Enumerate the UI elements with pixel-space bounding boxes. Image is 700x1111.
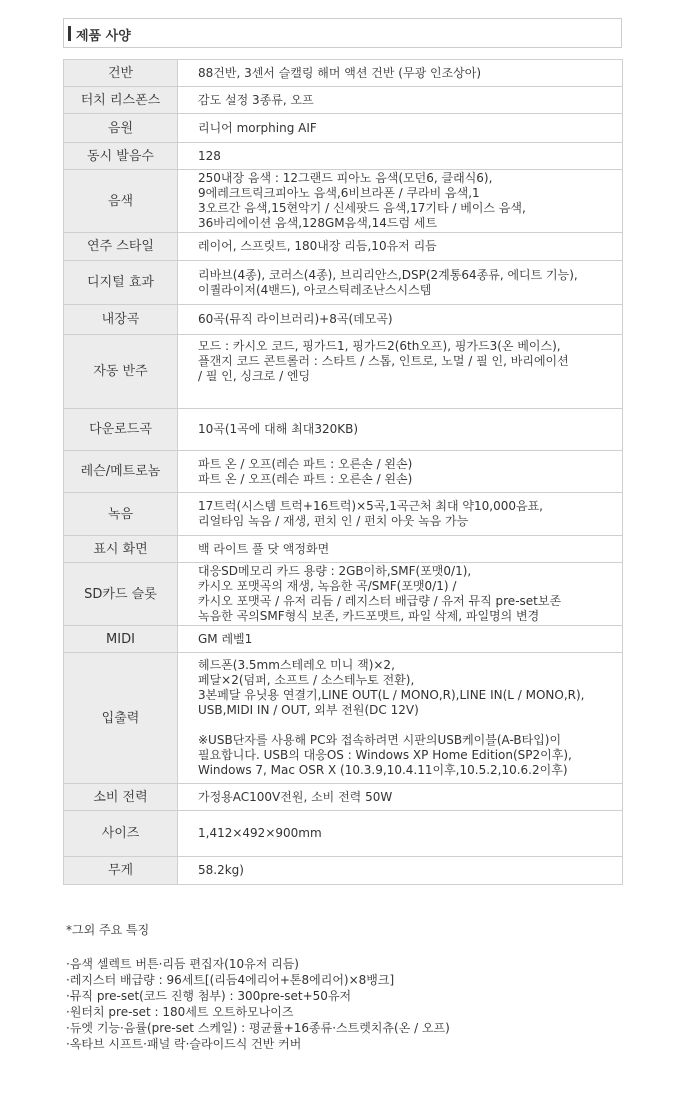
spec-row — [64, 87, 623, 114]
spec-row — [64, 563, 623, 626]
spec-line: 백 라이트 풀 닷 액정화면 — [198, 541, 330, 556]
spec-line: 리얼타임 녹음 / 재생, 펀치 인 / 펀치 아웃 녹음 가능 — [198, 514, 469, 528]
spec-line: 3오르간 음색,15현악기 / 신세팟드 음색,17기타 / 베이스 음색, — [198, 201, 526, 215]
spec-line: 9에레크트릭크피아노 음색,6비브라폰 / 쿠라비 음색,1 — [198, 186, 480, 200]
spec-value — [178, 170, 623, 233]
spec-value — [178, 811, 623, 857]
spec-value — [178, 493, 623, 536]
spec-spacer — [198, 718, 622, 733]
spec-value — [178, 60, 623, 87]
spec-label: 레슨/메트로놈 — [64, 451, 178, 493]
spec-value — [178, 335, 623, 409]
spec-value — [178, 143, 623, 170]
spec-line: / 필 인, 싱크로 / 엔딩 — [198, 369, 311, 383]
spec-label: 건반 — [64, 60, 178, 87]
spec-row — [64, 60, 623, 87]
spec-row — [64, 653, 623, 784]
spec-label: 소비 전력 — [64, 784, 178, 811]
spec-label: 사이즈 — [64, 811, 178, 857]
spec-line: 헤드폰(3.5mm스테레오 미니 잭)×2, — [198, 658, 395, 672]
spec-row — [64, 784, 623, 811]
spec-line: Windows 7, Mac OSR X (10.3.9,10.4.11이후,10.5.2,10.6.2이후) — [198, 763, 568, 777]
header-accent-bar — [68, 26, 71, 41]
spec-line: USB,MIDI IN / OUT, 외부 전원(DC 12V) — [198, 703, 419, 717]
spec-line: 88건반, 3센서 슬캘링 해머 액션 건반 (무광 인조상아) — [198, 65, 482, 80]
spec-line: 128 — [198, 148, 221, 163]
spec-label: 입출력 — [64, 653, 178, 784]
spec-line: 250내장 음색 : 12그랜드 피아노 음색(모던6, 클래식6), — [198, 171, 493, 185]
spec-label: 터치 리스폰스 — [64, 87, 178, 114]
spec-line: 10곡(1곡에 대해 최대320KB) — [198, 422, 359, 436]
feature-item: ·듀엣 기능·음률(pre-set 스케일) : 평균률+16종류·스트렛치츄(온 / 오프) — [66, 1021, 450, 1035]
spec-row — [64, 305, 623, 335]
spec-line: 17트럭(시스템 트럭+16트럭)×5곡,1곡근처 최대 약10,000음표, — [198, 499, 543, 513]
features-section — [66, 921, 450, 1052]
spec-line: 카시오 포맷곡 / 유저 리듬 / 레지스터 배급량 / 유저 뮤직 pre-set보존 — [198, 594, 562, 608]
spec-row — [64, 536, 623, 563]
feature-item: ·옥타브 시프트·패널 락·슬라이드식 건반 커버 — [66, 1037, 302, 1051]
spec-label: 녹음 — [64, 493, 178, 536]
spec-table — [63, 59, 623, 885]
spec-value — [178, 451, 623, 493]
spec-line: 모드 : 카시오 코드, 핑가드1, 핑가드2(6th오프), 핑가드3(온 베이스), — [198, 339, 561, 353]
spec-label: 자동 반주 — [64, 335, 178, 409]
spec-label: 다운로드곡 — [64, 409, 178, 451]
spec-line: 감도 설정 3종류, 오프 — [198, 92, 314, 107]
spec-line: 파트 온 / 오프(레슨 파트 : 오른손 / 왼손) — [198, 471, 413, 486]
spec-line: 리바브(4종), 코러스(4종), 브리리안스,DSP(2계통64종류, 에디트 기능), — [198, 267, 578, 282]
spec-line: 1,412×492×900mm — [198, 826, 322, 840]
spec-label: 표시 화면 — [64, 536, 178, 563]
spec-line: 필요합니다. USB의 대응OS : Windows XP Home Edition(SP2이후), — [198, 748, 572, 762]
spec-row — [64, 233, 623, 261]
feature-item: ·원터치 pre-set : 180세트 오트하모나이즈 — [66, 1005, 294, 1019]
spec-value — [178, 653, 623, 784]
spec-value — [178, 563, 623, 626]
spec-value — [178, 626, 623, 653]
spec-row — [64, 451, 623, 493]
spec-line: 36바리에이션 음색,128GM음색,14드럼 세트 — [198, 216, 438, 230]
spec-label: 음색 — [64, 170, 178, 233]
feature-item: ·뮤직 pre-set(코드 진행 첨부) : 300pre-set+50유저 — [66, 989, 352, 1003]
spec-line: 이퀄라이저(4밴드), 아코스틱레조난스시스템 — [198, 282, 432, 297]
spec-label: 연주 스타일 — [64, 233, 178, 261]
spec-line: 파트 온 / 오프(레슨 파트 : 오른손 / 왼손) — [198, 456, 413, 471]
spec-line: 레이어, 스프릿트, 180내장 리듬,10유저 리듬 — [198, 239, 437, 253]
spec-row — [64, 626, 623, 653]
feature-item: ·음색 셀렉트 버튼·리듬 편집자(10유저 리듬) — [66, 957, 299, 971]
spec-label: SD카드 슬롯 — [64, 563, 178, 626]
spec-row — [64, 143, 623, 170]
spec-row — [64, 409, 623, 451]
spec-line: 녹음한 곡의SMF형식 보존, 카드포맷트, 파일 삭제, 파일명의 변경 — [198, 609, 540, 623]
spec-line: 카시오 포맷곡의 재생, 녹음한 곡/SMF(포맷0/1) / — [198, 579, 457, 593]
spec-row — [64, 811, 623, 857]
spec-line: 리니어 morphing AIF — [198, 120, 317, 135]
spec-line: 페달×2(덤퍼, 소프트 / 소스테누토 전환), — [198, 673, 415, 687]
spec-line: ※USB단자를 사용해 PC와 접속하려면 시판의USB케이블(A-B타입)이 — [198, 733, 562, 747]
spec-row — [64, 493, 623, 536]
spec-value — [178, 87, 623, 114]
spec-line: 플갠지 코드 콘트롤러 : 스타트 / 스톱, 인트로, 노멀 / 필 인, 바리에이션 — [198, 354, 569, 368]
spec-line: 60곡(뮤직 라이브러리)+8곡(데모곡) — [198, 312, 393, 326]
spec-row — [64, 114, 623, 143]
spec-row — [64, 335, 623, 409]
spec-label: 무게 — [64, 857, 178, 885]
section-title: 제품 사양 — [76, 29, 131, 44]
spec-label: 내장곡 — [64, 305, 178, 335]
spec-row — [64, 857, 623, 885]
spec-value — [178, 784, 623, 811]
spec-value — [178, 536, 623, 563]
spec-label: 음원 — [64, 114, 178, 143]
spec-row — [64, 261, 623, 305]
spec-value — [178, 857, 623, 885]
spec-value — [178, 261, 623, 305]
spec-label: 동시 발음수 — [64, 143, 178, 170]
spec-value — [178, 233, 623, 261]
features-title: *그외 주요 특징 — [66, 923, 150, 937]
spec-line: 가정용AC100V전원, 소비 전력 50W — [198, 789, 393, 804]
spec-value — [178, 114, 623, 143]
spec-row — [64, 170, 623, 233]
feature-item: ·레지스터 배급량 : 96세트[(리듬4에리어+톤8에리어)×8뱅크] — [66, 973, 395, 987]
spec-label: 디지털 효과 — [64, 261, 178, 305]
spec-line: 58.2kg) — [198, 863, 244, 877]
spec-value — [178, 409, 623, 451]
section-header — [63, 18, 622, 48]
spec-line: GM 레벨1 — [198, 631, 253, 646]
spec-line: 대응SD메모리 카드 용량 : 2GB이하,SMF(포맷0/1), — [198, 564, 472, 578]
spec-line: 3본페달 유닛용 연결기,LINE OUT(L / MONO,R),LINE IN(L / MONO,R), — [198, 688, 585, 702]
spec-label: MIDI — [64, 626, 178, 653]
spec-value — [178, 305, 623, 335]
